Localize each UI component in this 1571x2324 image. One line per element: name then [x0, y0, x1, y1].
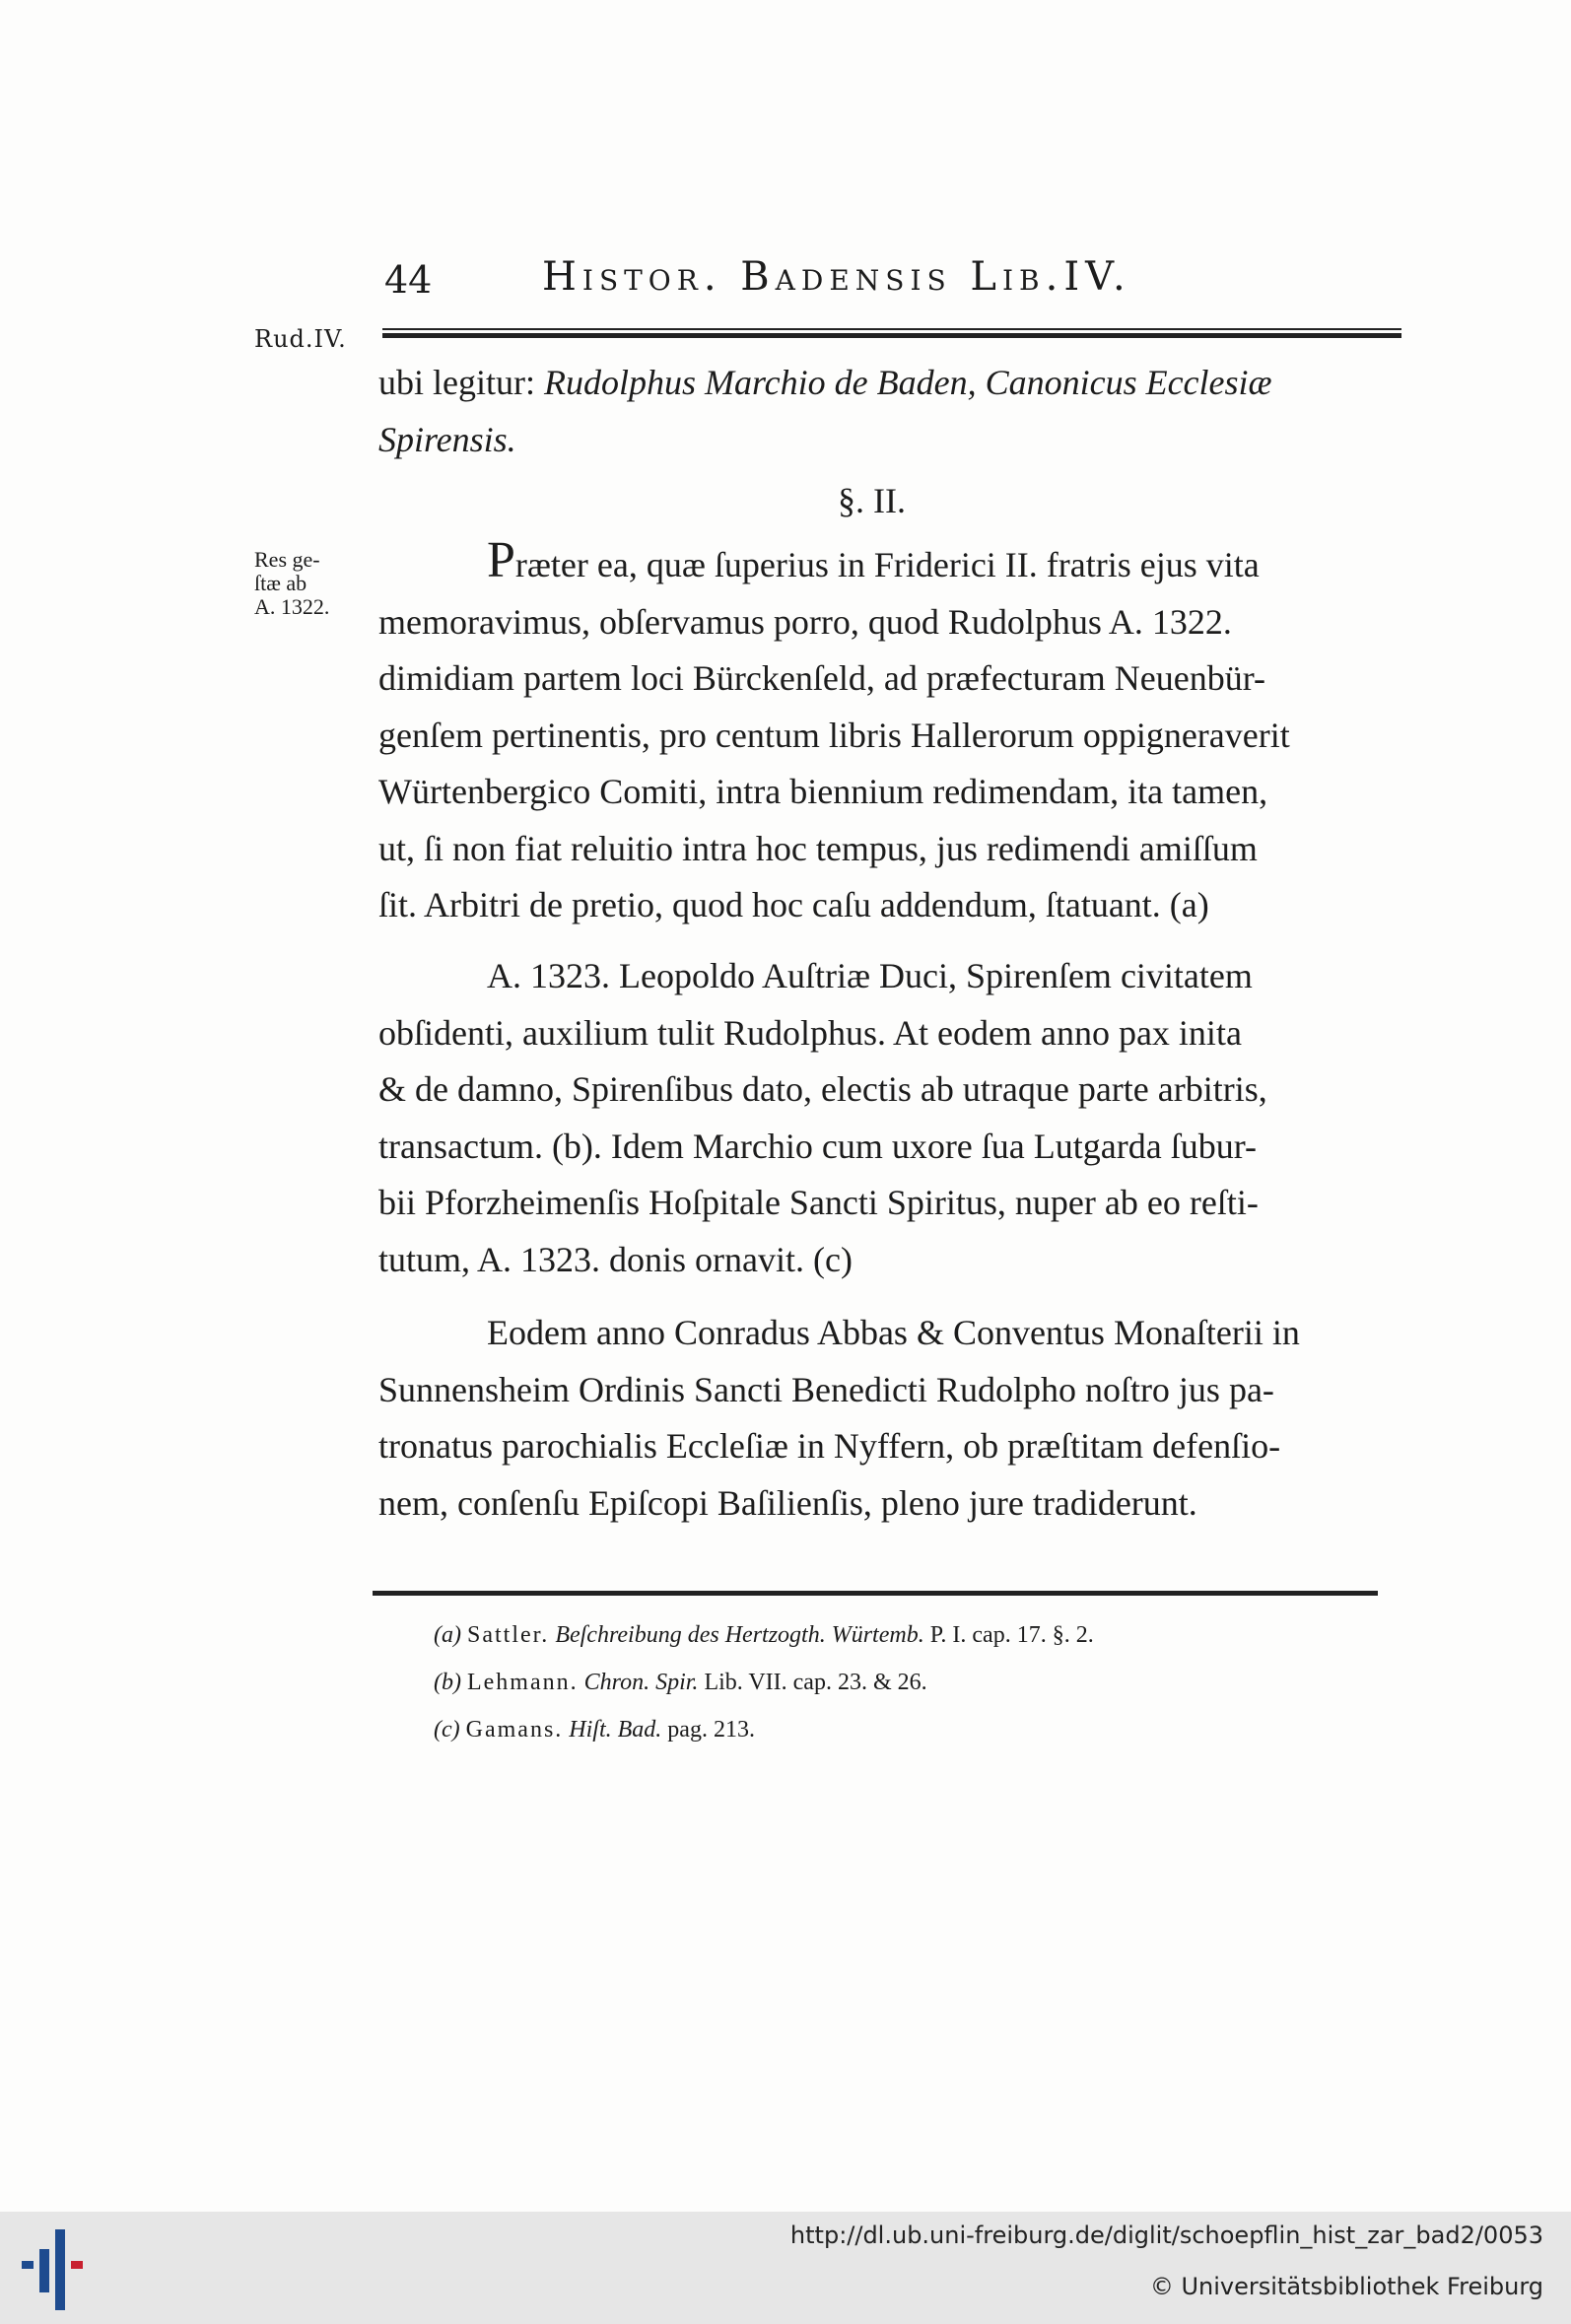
footnote-ref: Lib. VII. cap. 23. & 26.: [704, 1670, 927, 1695]
footnote-author: Gamans.: [465, 1717, 564, 1743]
footnote-rule: [373, 1591, 1378, 1596]
paragraph-line: nem, conſenſu Epiſcopi Baſilienſis, pleno jure tradiderunt.: [378, 1482, 1197, 1523]
paragraph-line: genſem pertinentis, pro centum libris Hallerorum oppigneraverit: [378, 715, 1290, 755]
margin-note-line: Res ge-: [254, 547, 320, 572]
footnote-work: Chron. Spir.: [583, 1670, 699, 1695]
paragraph-line: Eodem anno Conradus Abbas & Conventus Monaſterii in: [487, 1313, 1300, 1352]
paragraph-line: [378, 532, 1400, 594]
margin-note: [254, 548, 329, 619]
footnote-ref: pag. 213.: [667, 1717, 755, 1743]
paragraph-line: & de damno, Spirenſibus dato, electis ab utraque parte arbitris,: [378, 1069, 1267, 1109]
paragraph-line: Sunnensheim Ordinis Sancti Benedicti Rudolpho noſtro jus pa-: [378, 1369, 1274, 1409]
paragraph-line: tronatus parochialis Eccleſiæ in Nyffern, ob præſtitam defenſio-: [378, 1426, 1281, 1466]
permalink-url[interactable]: http://dl.ub.uni-freiburg.de/diglit/schoepflin_hist_zar_bad2/0053: [789, 2221, 1543, 2249]
footnote-mark: (b): [434, 1670, 461, 1695]
footnote-ref: P. I. cap. 17. §. 2.: [929, 1622, 1094, 1648]
paragraph-1: [378, 532, 1400, 934]
footnote-author: Lehmann.: [466, 1670, 579, 1695]
paragraph-line: bii Pforzheimenſis Hoſpitale Sancti Spiritus, nuper ab eo reſti-: [378, 1183, 1259, 1222]
opening-quote: Rudolphus Marchio de Baden, Canonicus Ecclesiæ: [543, 363, 1272, 402]
ub-freiburg-logo-icon[interactable]: [20, 2227, 99, 2312]
paragraph-line-text: ræter ea, quæ ſuperius in Friderici II. fratris ejus vita: [514, 545, 1260, 584]
section-heading: §. II.: [838, 481, 906, 520]
drop-cap: P: [487, 532, 515, 588]
paragraph-3: [378, 1305, 1400, 1532]
footnote: [434, 1611, 1094, 1659]
footnote: [434, 1706, 1094, 1753]
margin-tag: Rud.IV.: [254, 325, 347, 353]
margin-note-line: A. 1322.: [254, 594, 330, 619]
footnote-work: Hiſt. Bad.: [569, 1717, 662, 1743]
paragraph-line: A. 1323. Leopoldo Auſtriæ Duci, Spirenſem civitatem: [487, 956, 1253, 995]
paragraph-line: Würtenbergico Comiti, intra biennium redimendam, ita tamen,: [378, 772, 1268, 811]
opening-line-2: Spirensis.: [378, 419, 516, 459]
paragraph-line: ſit. Arbitri de pretio, quod hoc caſu addendum, ſtatuant. (a): [378, 885, 1209, 924]
opening-text: [378, 355, 1400, 468]
footnotes: [434, 1611, 1094, 1753]
paragraph-line: ut, ſi non fiat reluitio intra hoc tempus, jus redimendi amiſſum: [378, 828, 1258, 868]
running-title: Histor. Badensis Lib.IV.: [542, 254, 1131, 300]
paragraph-line: memoravimus, obſervamus porro, quod Rudolphus A. 1322.: [378, 601, 1232, 642]
footnote-mark: (a): [434, 1622, 461, 1648]
footnote-author: Sattler.: [466, 1622, 550, 1648]
header-rule: [382, 328, 1401, 338]
paragraph-line: transactum. (b). Idem Marchio cum uxore ſua Lutgarda ſubur-: [378, 1126, 1257, 1166]
copyright-notice: © Universitätsbibliothek Freiburg: [1149, 2273, 1543, 2300]
paragraph-line: obſidenti, auxilium tulit Rudolphus. At eodem anno pax inita: [378, 1012, 1242, 1053]
margin-note-line: ſtæ ab: [254, 571, 307, 595]
page-number: 44: [384, 258, 433, 302]
opening-line-1: [378, 355, 1400, 412]
footnote-mark: (c): [434, 1717, 460, 1743]
viewer-footer: [0, 2212, 1571, 2324]
paragraph-2: [378, 948, 1400, 1288]
footnote-work: Beſchreibung des Hertzogth. Würtemb.: [555, 1622, 924, 1648]
paragraph-line: dimidiam partem loci Bürckenſeld, ad præfecturam Neuenbür-: [378, 658, 1265, 698]
footnote: [434, 1659, 1094, 1706]
paragraph-line: tutum, A. 1323. donis ornavit. (c): [378, 1239, 853, 1279]
opening-prefix: ubi legitur:: [378, 363, 535, 402]
